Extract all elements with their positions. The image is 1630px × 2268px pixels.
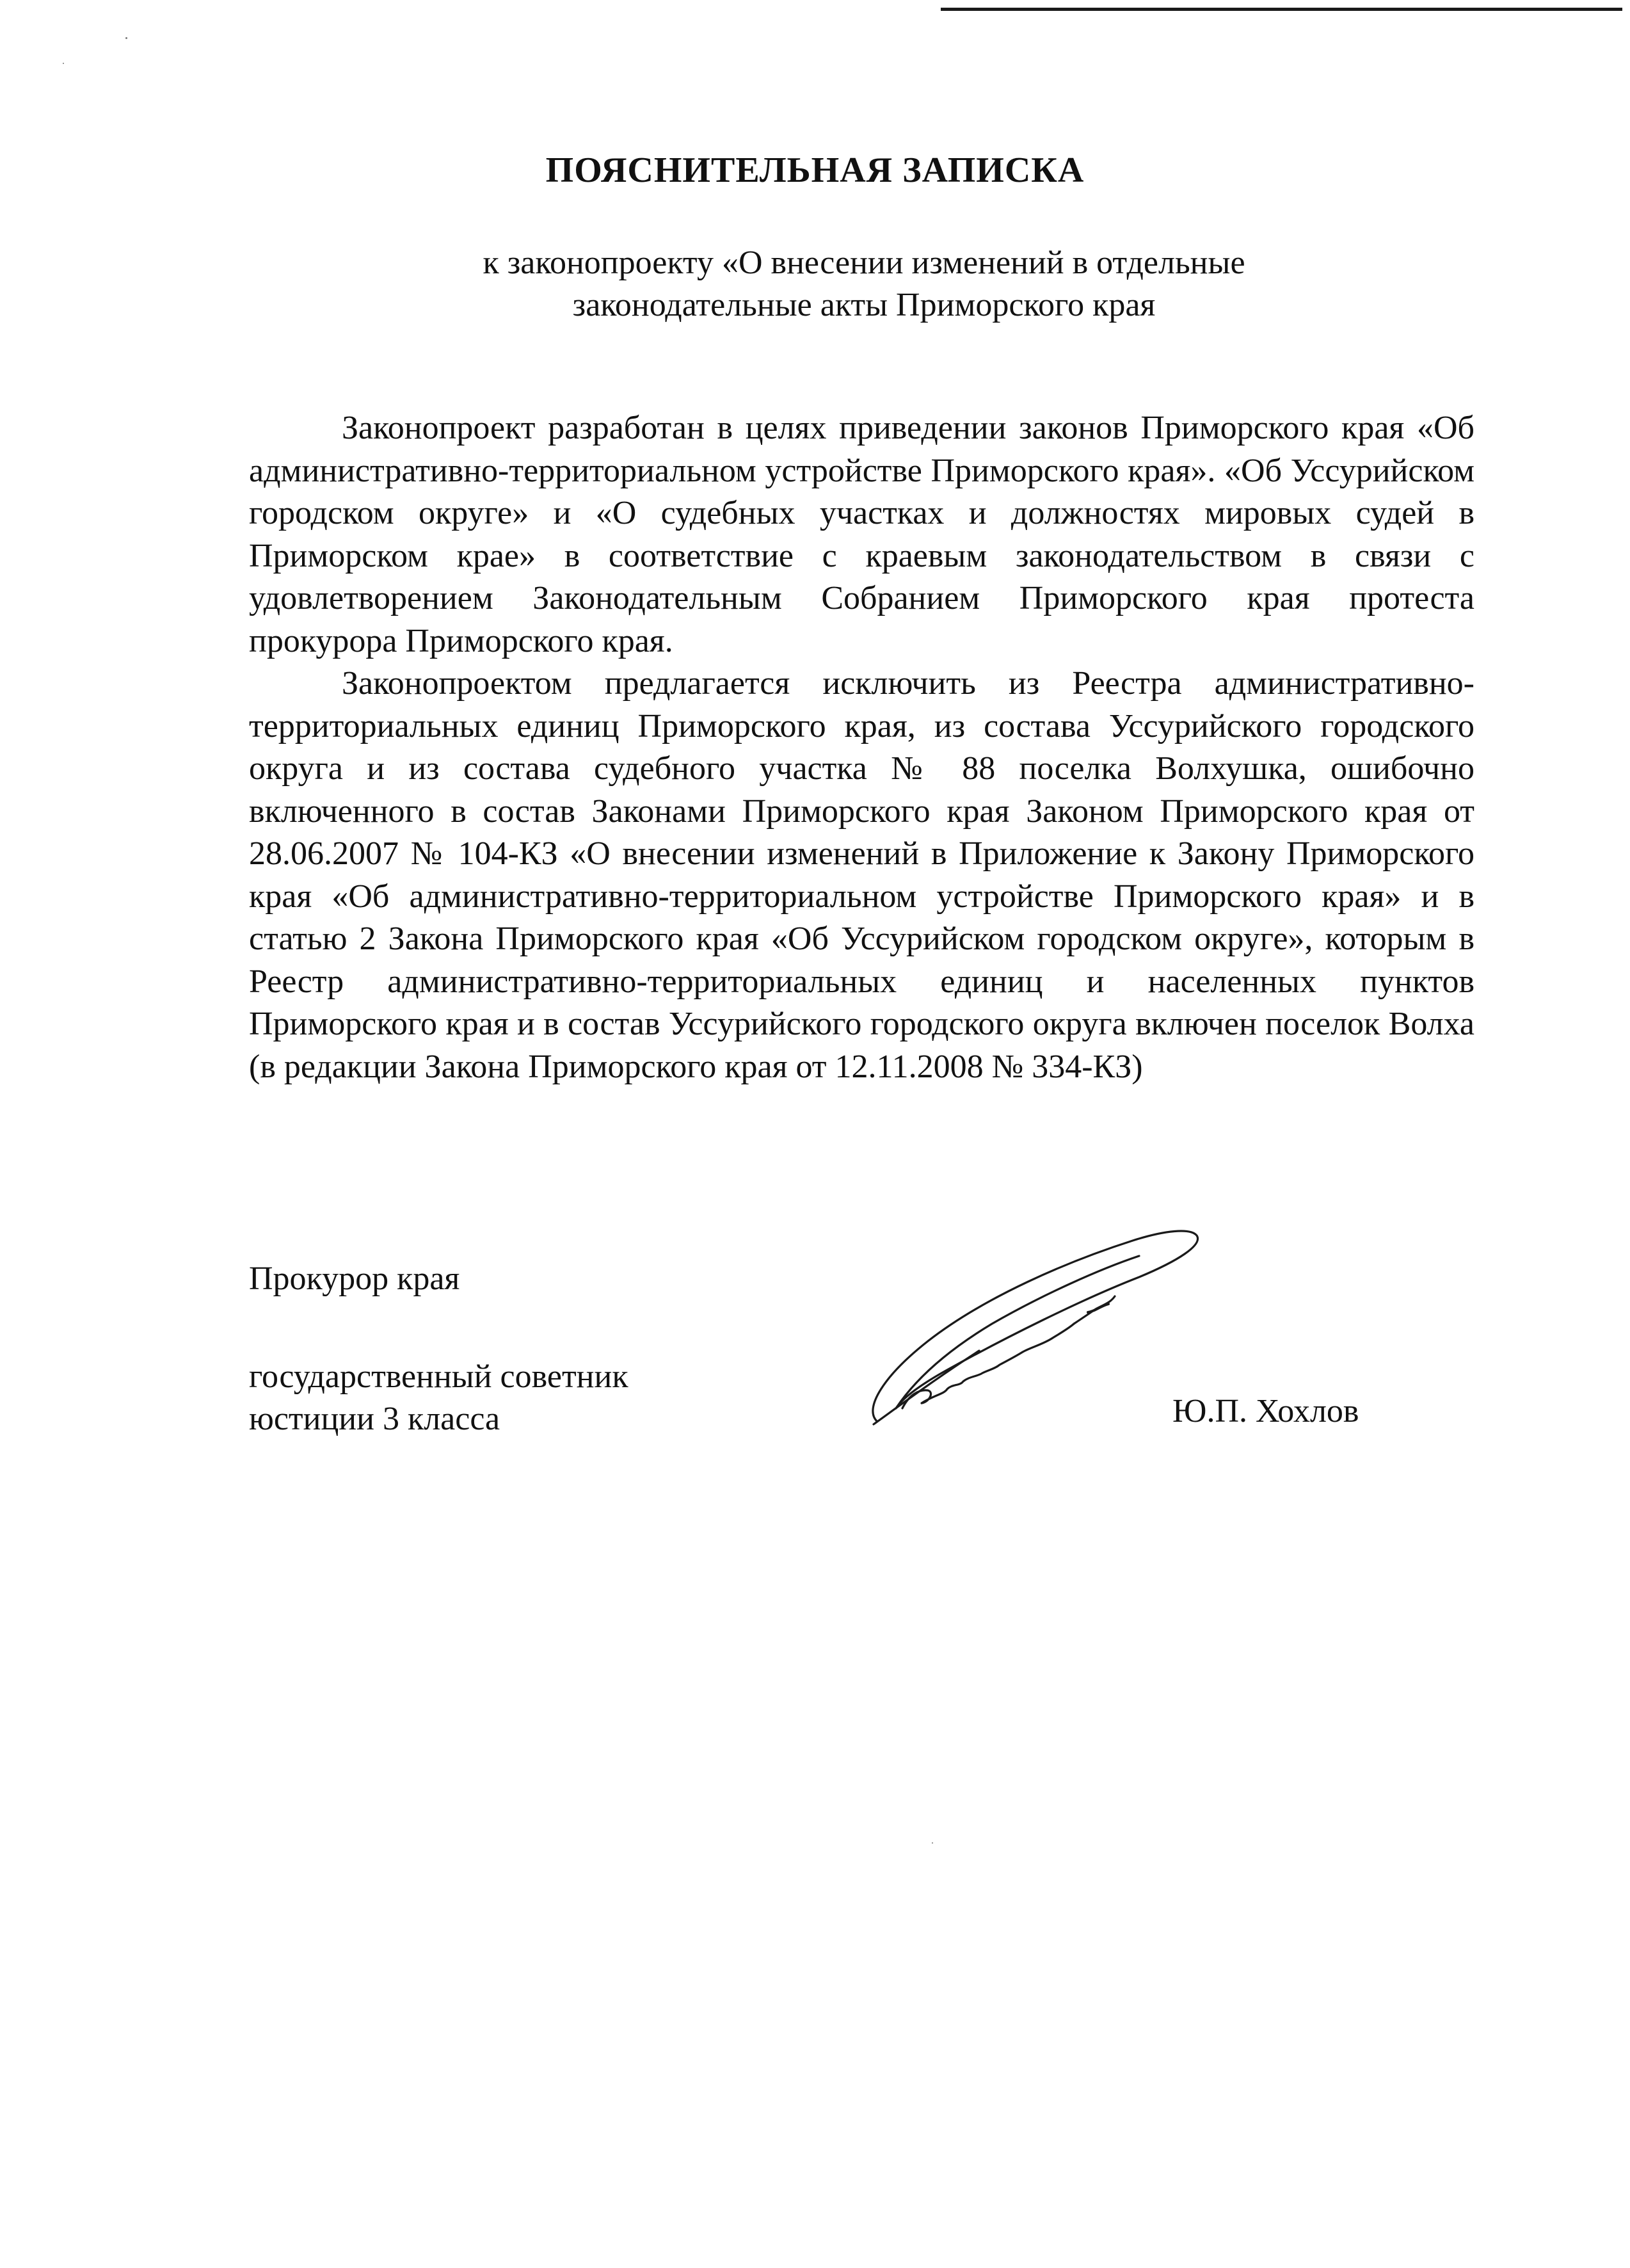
rank-line: юстиции 3 класса: [249, 1401, 500, 1437]
scan-speck: [932, 1842, 933, 1844]
subtitle-line: к законопроекту «О внесении изменений в отдельные: [483, 245, 1245, 281]
subtitle-line: законодательные акты Приморского края: [572, 287, 1156, 323]
scan-speck: [63, 63, 64, 64]
handwritten-signature: [858, 1216, 1216, 1434]
rank-line: государственный советник: [249, 1358, 628, 1395]
signatory-rank: [249, 1356, 628, 1440]
top-scan-rule: [941, 8, 1622, 11]
body-paragraph: Законопроектом предлагается исключить из Реестра административно-территориальных единиц Приморского края, из состава Уссурийского городского округа и из состава судебного участка № 88 поселка Волхушка, ошибочно включенного в состав Законами Приморского края Законом Приморского края от 28.06.2007 № 104-КЗ «О внесении изменений в Приложение к Закону Приморского края «Об административно-территориальном устройстве Приморского края» и в статью 2 Закона Приморского края «Об Уссурийском городском округе», которым в Реестр административно-территориальных единиц и населенных пунктов Приморского края и в состав Уссурийского городского округа включен поселок Волха (в редакции Закона Приморского края от 12.11.2008 № 334-КЗ): [249, 665, 1474, 1085]
document-subtitle: [358, 242, 1370, 326]
scan-speck: [125, 37, 127, 39]
signatory-position: Прокурор края: [249, 1260, 460, 1297]
document-body: [249, 407, 1474, 1088]
signatory-name: Ю.П. Хохлов: [1172, 1393, 1359, 1429]
document-title: ПОЯСНИТЕЛЬНАЯ ЗАПИСКА: [545, 150, 1085, 190]
body-paragraph: Законопроект разработан в целях приведении законов Приморского края «Об административно-территориальном устройстве Приморского края». «Об Уссурийском городском округе» и «О судебных участках и должностях мировых судей в Приморском крае» в соответствие с краевым законодательством в связи с удовлетворением Законодательным Собранием Приморского края протеста прокурора Приморского края.: [249, 410, 1474, 659]
